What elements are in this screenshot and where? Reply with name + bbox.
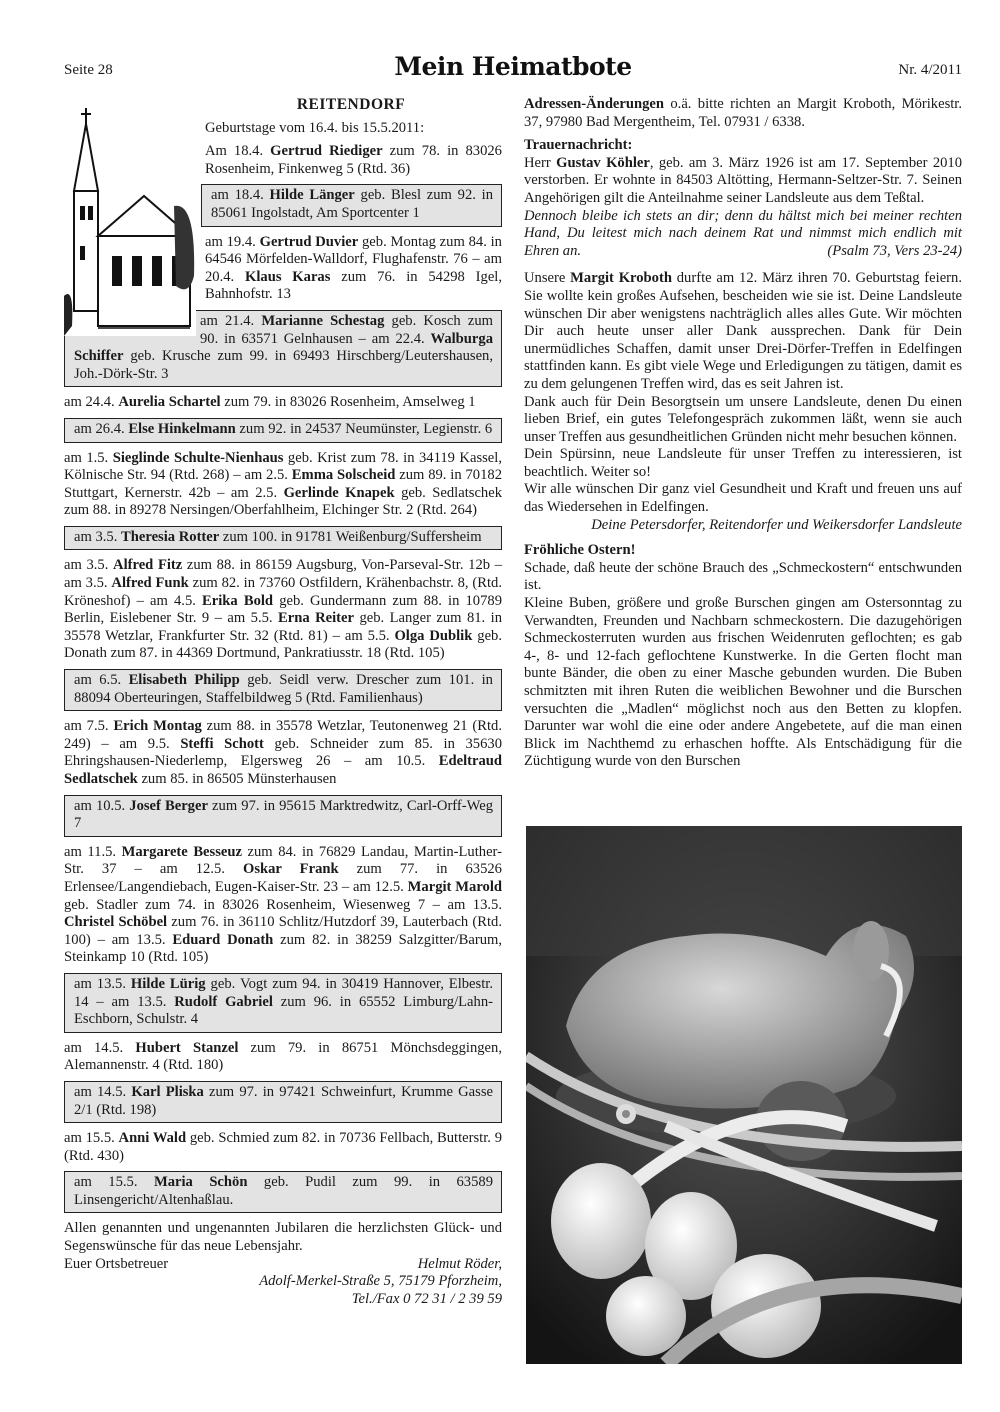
section-title: REITENDORF — [296, 96, 406, 113]
masthead-title: Mein Heimatbote — [394, 52, 632, 81]
closing-wishes: Allen genannten und ungenannten Jubilaren die herzlichsten Glück- und Segenswünsche für das neue Lebensjahr. — [64, 1220, 502, 1255]
birthday-entry-highlighted: am 14.5. Karl Pliska zum 97. in 97421 Schweinfurt, Krumme Gasse 2/1 (Rtd. 198) — [64, 1081, 502, 1123]
birthday-intro: Geburtstage vom 16.4. bis 15.5.2011: — [205, 119, 425, 136]
bible-quote: Dennoch bleibe ich stets an dir; denn du hältst mich bei meiner rechten Hand, Du leitest mich nach deinem Rat und nimmst mich endlich mit Ehren an. (Psalm 73, Vers 23-24) — [524, 207, 962, 259]
signature-row — [64, 1256, 502, 1274]
right-column — [524, 96, 962, 771]
church-sketch-illustration — [64, 96, 196, 336]
easter-lamb-photo-illustration — [526, 826, 962, 1364]
birthday-entry: am 24.4. Aurelia Schartel zum 79. in 83026 Rosenheim, Amselweg 1 — [64, 394, 476, 411]
tribute-signature: Deine Petersdorfer, Reitendorfer und Weikersdorfer Landsleute — [591, 516, 962, 533]
obituary-heading: Trauernachricht: — [524, 137, 633, 154]
birthday-entry-highlighted: am 18.4. Hilde Länger geb. Blesl zum 92. in 85061 Ingolstadt, Am Sportcenter 1 — [201, 184, 502, 226]
easter-paragraph: Kleine Buben, größere und große Burschen gingen am Ostersonntag zu Verwandten, Freunden und Nachbarn schmeckostern. Die dazugehörigen Schmeckosterruten wurden aus frischen Weidenruten geflochten; es gab 4-, 8- und 12-fach geflochtene Kunstwerke. In die Gerten flocht man bunte Bänder, die oben zu einer Masche gebunden wurden. Die Buben schmitzten mit ihren Ruten die weiblichen Bewohner und die Burschen versuchten die „Madlen“ möglichst noch aus den Betten zu klopfen. Darunter war wohl die eine oder andere Angebetete, auf die man einen Blick im Nachthemd zu erhaschen hoffte. Als Entschädigung für die Züchtigung wurde von den Burschen — [524, 595, 962, 770]
birthday-entry: am 11.5. Margarete Besseuz zum 84. in 76829 Landau, Martin-Luther-Str. 37 – am 12.5. Oskar Frank zum 77. in 63526 Erlensee/Langendiebach, Eugen-Kaiser-Str. 23 – am 12.5. Margit Marold geb. Stadler zum 74. in 83026 Rosenheim, Wiesenweg 7 – am 13.5. Christel Schöbel zum 76. in 36110 Schlitz/Hutzdorf 39, Lauterbach (Rtd. 100) – am 13.5. Eduard Donath zum 82. in 38259 Salzgitter/Barum, Steinkamp 10 (Rtd. 105) — [64, 843, 503, 966]
psalm-reference: (Psalm 73, Vers 23-24) — [827, 242, 962, 259]
signature-label: Euer Ortsbetreuer — [64, 1255, 169, 1272]
birthday-entry-highlighted: am 10.5. Josef Berger zum 97. in 95615 Marktredwitz, Carl-Orff-Weg 7 — [64, 795, 502, 837]
birthday-entry: am 3.5. Alfred Fitz zum 88. in 86159 Augsburg, Von-Parseval-Str. 12b – am 3.5. Alfred Funk zum 82. in 73760 Ostfildern, Krähenbachstr. 8, (Rtd. Kröneshof) – am 4.5. Erika Bold geb. Gundermann zum 88. in 10789 Berlin, Eislebener Str. 9 – am 5.5. Erna Reiter geb. Langer zum 81. in 35578 Wetzlar, Frankfurter Str. 32 (Rtd. 81) – am 5.5. Olga Dublik geb. Donath zum 87. in 44369 Dortmund, Pankratiusstr. 18 (Rtd. 105) — [64, 557, 502, 662]
birthday-entry: am 7.5. Erich Montag zum 88. in 35578 Wetzlar, Teutonenweg 21 (Rtd. 249) – am 9.5. Steffi Schott geb. Schneider zum 85. in 35630 Ehringshausen-Niederlemp, Elgersweg 26 – am 10.5. Edeltraud Sedlatschek zum 85. in 86505 Münsterhausen — [64, 718, 502, 787]
signature-address: Adolf-Merkel-Straße 5, 75179 Pforzheim, — [259, 1273, 502, 1290]
birthday-entry: am 15.5. Anni Wald geb. Schmied zum 82. in 70736 Fellbach, Butterstr. 9 (Rtd. 430) — [64, 1130, 502, 1164]
easter-paragraph: Schade, daß heute der schöne Brauch des „Schmeckostern“ entschwunden ist. — [524, 559, 962, 594]
birthday-entry-highlighted: am 13.5. Hilde Lürig geb. Vogt zum 94. in 30419 Hannover, Elbestr. 14 – am 13.5. Rudolf Gabriel zum 96. in 65552 Limburg/Lahn-Eschborn, Schulstr. 4 — [64, 973, 502, 1033]
birthday-entry: am 14.5. Hubert Stanzel zum 79. in 86751 Mönchsdeggingen, Alemannenstr. 4 (Rtd. 180) — [64, 1039, 502, 1074]
birthday-tribute: Unsere Margit Kroboth durfte am 12. März ihren 70. Geburtstag feiern. Sie wollte kein großes Aufsehen, bescheiden wie sie ist. Deine Landsleute wünschen Dir aber wenigstens nachträglich alles alles Gute. Wir möchten Dir auch heute unser aller Dank aussprechen. Dank für Dein unermüdliches Schaffen, damit unser Drei-Dörfer-Treffen in Edelfingen stattfinden kann. Es gibt viele Wege und Erledigungen zu tätigen, damit es zu dem gelungenen Treffen wird, das es seit Jahren ist. — [524, 270, 962, 392]
birthday-entry: am 19.4. Gertrud Duvier geb. Montag zum 84. in 64546 Mörfelden-Walldorf, Flughafenstr. 76 – am 20.4. Klaus Karas zum 76. in 54298 Igel, Bahnhofstr. 13 — [205, 233, 502, 303]
signature-phone: Tel./Fax 0 72 31 / 2 39 59 — [351, 1290, 502, 1307]
birthday-entry-highlighted: am 3.5. Theresia Rotter zum 100. in 91781 Weißenburg/Suffersheim — [64, 526, 502, 551]
page-header — [64, 52, 962, 88]
tribute-paragraph: Wir alle wünschen Dir ganz viel Gesundheit und Kraft und freuen uns auf das Wiedersehen in Edelfingen. — [524, 481, 962, 516]
address-change-note: Adressen-Änderungen o.ä. bitte richten an Margit Kroboth, Mörikestr. 37, 97980 Bad Mergentheim, Tel. 07931 / 6338. — [524, 96, 962, 130]
issue-number: Nr. 4/2011 — [898, 62, 962, 78]
easter-heading: Fröhliche Ostern! — [524, 542, 636, 559]
left-column — [64, 96, 502, 1308]
birthday-entry: Am 18.4. Gertrud Riediger zum 78. in 83026 Rosenheim, Finkenweg 5 (Rtd. 36) — [205, 143, 502, 177]
tribute-paragraph: Dank auch für Dein Besorgtsein um unsere Landsleute, denen Du einen lieben Brief, ein gutes Telefongespräch zukommen läßt, wenn sie auch unser Treffen aus gesundheitlichen Gründen nicht mehr besuchen können. — [524, 393, 962, 445]
signature-name: Helmut Röder, — [417, 1255, 502, 1272]
birthday-entry: am 1.5. Sieglinde Schulte-Nienhaus geb. Krist zum 78. in 34119 Kassel, Kölnische Str. 94 (Rtd. 268) – am 2.5. Emma Solscheid zum 89. in 70182 Stuttgart, Kernerstr. 42b – am 2.5. Gerlinde Knapek geb. Sedlatschek zum 88. in 89278 Nersingen/Oberfahlheim, Elchinger Str. 2 (Rtd. 264) — [64, 449, 502, 519]
page-number: Seite 28 — [64, 62, 113, 78]
tribute-paragraph: Dein Spürsinn, neue Landsleute für unser Treffen zu interessieren, ist beachtlich. Weiter so! — [524, 446, 962, 480]
birthday-entry-highlighted: am 6.5. Elisabeth Philipp geb. Seidl verw. Drescher zum 101. in 88094 Oberteuringen, Staffelbildweg 5 (Rtd. Familienhaus) — [64, 669, 502, 711]
birthday-entry-highlighted: am 15.5. Maria Schön geb. Pudil zum 99. in 63589 Linsengericht/Altenhaßlau. — [64, 1171, 502, 1213]
easter-lamb-photo — [526, 826, 962, 1364]
obituary-text: Herr Gustav Köhler, geb. am 3. März 1926 ist am 17. September 2010 verstorben. Er wohnte in 84503 Altötting, Hermann-Seltzer-Str. 7. Seinen Angehörigen gilt die Anteilnahme seiner Landsleute aus dem Teßtal. — [524, 154, 963, 206]
birthday-entry-highlighted: am 21.4. Marianne Schestag geb. Kosch zum 90. in 63571 Gelnhausen – am 22.4. Walburga Schiffer geb. Krusche zum 99. in 69493 Hirschberg/Leutershausen, Joh.-Dörk-Str. 3 — [64, 310, 502, 387]
birthday-entry-highlighted: am 26.4. Else Hinkelmann zum 92. in 24537 Neumünster, Legienstr. 6 — [64, 418, 502, 443]
